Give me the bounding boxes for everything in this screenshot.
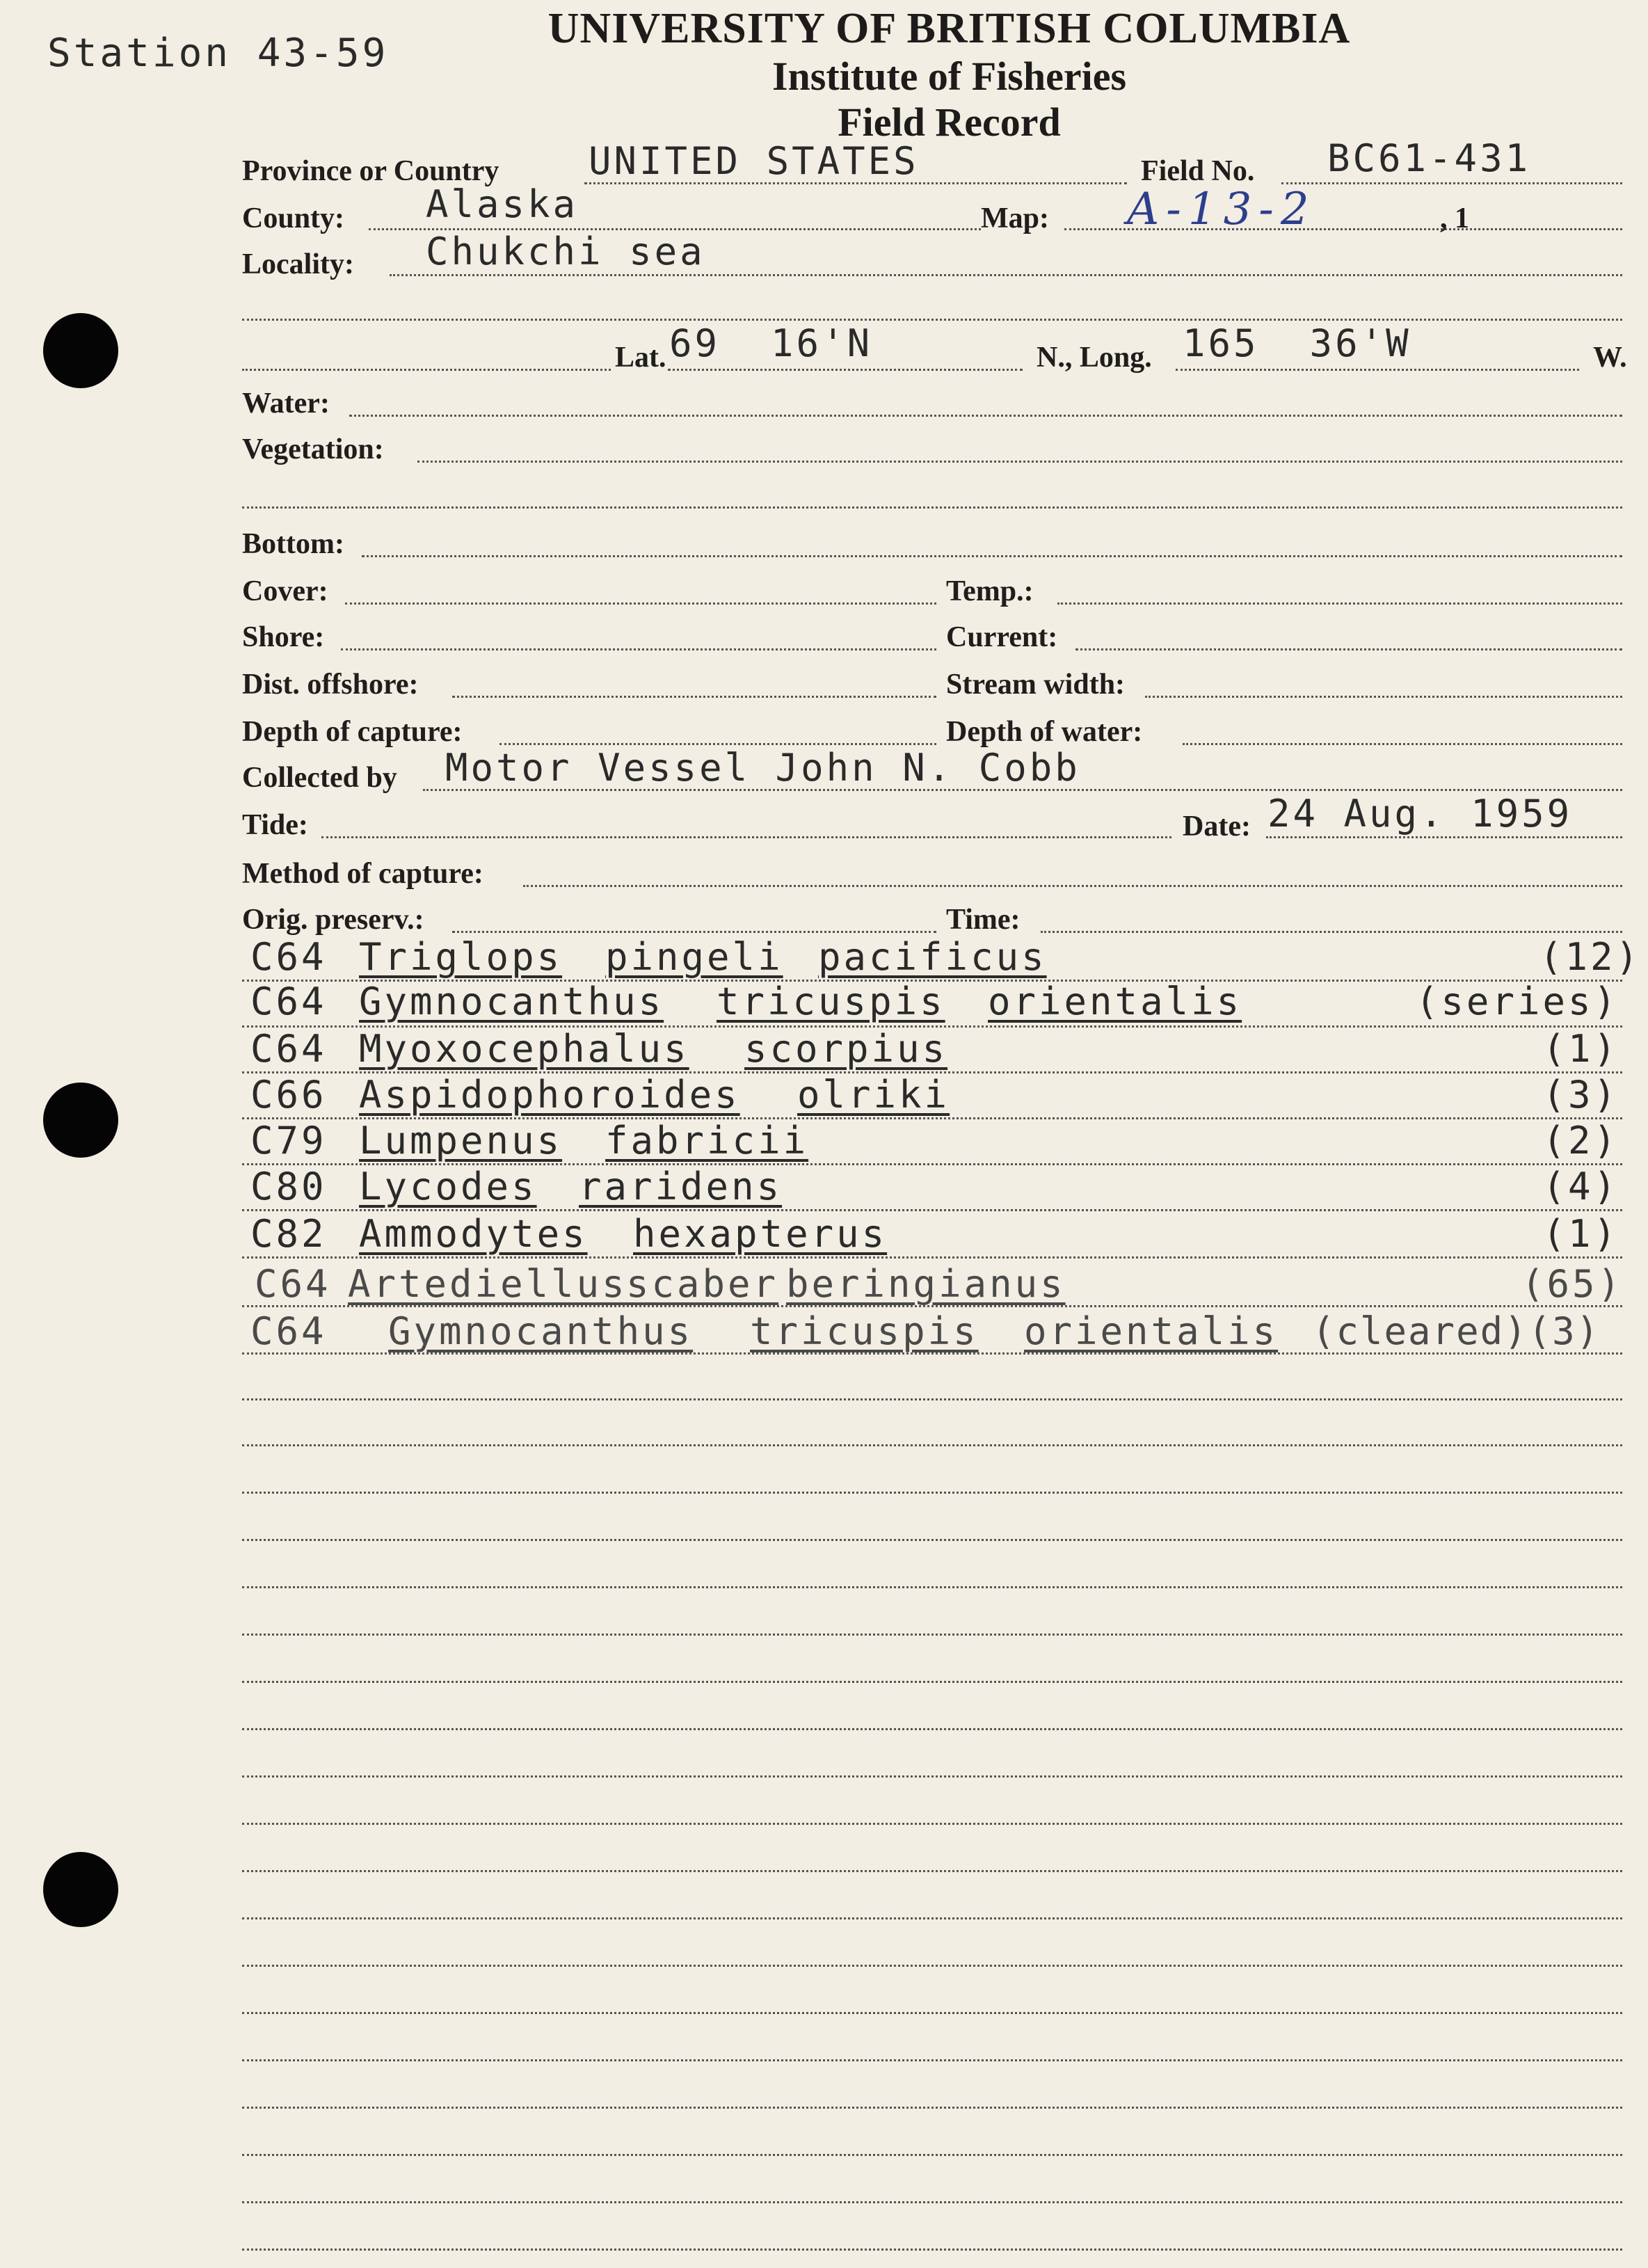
specimen-count: (3): [1542, 1073, 1619, 1117]
specimen-species: scaber: [626, 1262, 779, 1306]
specimen-subspecies: pacificus: [818, 935, 1047, 979]
current-label: Current:: [946, 621, 1058, 653]
county-value: Alaska: [426, 182, 579, 226]
institute-title: Institute of Fisheries: [771, 54, 1127, 99]
specimen-genus: Gymnocanthus: [359, 980, 664, 1023]
locality-label: Locality:: [242, 248, 354, 280]
date-value: 24 Aug. 1959: [1267, 792, 1573, 836]
specimen-genus: Lycodes: [359, 1165, 537, 1208]
specimen-species: tricuspis: [717, 980, 945, 1023]
specimen-genus: Myoxocephalus: [359, 1027, 689, 1071]
punch-hole-middle: [43, 1083, 118, 1158]
specimen-code: C64: [250, 980, 327, 1023]
specimen-species: olriki: [797, 1073, 950, 1117]
specimen-count: (12): [1539, 935, 1641, 979]
map-label: Map:: [981, 202, 1049, 234]
specimen-code: C79: [250, 1119, 327, 1163]
long-label: N., Long.: [1037, 342, 1152, 374]
water-label: Water:: [242, 388, 330, 420]
specimen-species: hexapterus: [633, 1212, 888, 1256]
collected-by-label: Collected by: [242, 762, 397, 794]
specimen-genus: Ammodytes: [359, 1212, 588, 1256]
university-title: UNIVERSITY OF BRITISH COLUMBIA: [547, 5, 1351, 52]
depth-capture-label: Depth of capture:: [242, 716, 463, 748]
specimen-species: pingeli: [605, 935, 783, 979]
county-label: County:: [242, 202, 345, 234]
stream-width-label: Stream width:: [946, 669, 1126, 701]
specimen-genus: Artediellus: [348, 1262, 627, 1306]
specimen-count: (4): [1542, 1165, 1619, 1208]
specimen-species: scorpius: [744, 1027, 948, 1071]
specimen-count: (2): [1542, 1119, 1619, 1163]
specimen-count: (cleared)(3): [1312, 1309, 1601, 1353]
method-label: Method of capture:: [242, 858, 483, 890]
field-no-value: BC61-431: [1327, 136, 1531, 180]
specimen-code: C64: [250, 935, 327, 979]
punch-hole-bottom: [43, 1852, 118, 1927]
specimen-code: C64: [250, 1309, 327, 1353]
temp-label: Temp.:: [946, 575, 1034, 607]
specimen-count: (1): [1542, 1212, 1619, 1256]
specimen-genus: Lumpenus: [359, 1119, 563, 1163]
specimen-species: raridens: [579, 1165, 783, 1208]
specimen-code: C66: [250, 1073, 327, 1117]
specimen-subspecies: orientalis: [1024, 1309, 1279, 1353]
specimen-subspecies: beringianus: [786, 1262, 1066, 1306]
collected-by-value: Motor Vessel John N. Cobb: [445, 746, 1080, 790]
specimen-genus: Aspidophoroides: [359, 1073, 740, 1117]
specimen-code: C80: [250, 1165, 327, 1208]
bottom-label: Bottom:: [242, 528, 344, 560]
dist-offshore-label: Dist. offshore:: [242, 669, 419, 701]
shore-label: Shore:: [242, 621, 325, 653]
lat-value: 69 16'N: [669, 321, 873, 365]
cover-label: Cover:: [242, 575, 328, 607]
specimen-genus: Gymnocanthus: [388, 1309, 694, 1353]
province-value: UNITED STATES: [589, 139, 919, 183]
time-label: Time:: [946, 904, 1021, 936]
punch-hole-top: [43, 313, 118, 388]
specimen-genus: Triglops: [359, 935, 563, 979]
specimen-species: tricuspis: [750, 1309, 979, 1353]
vegetation-label: Vegetation:: [242, 433, 384, 465]
tide-label: Tide:: [242, 809, 308, 841]
record-title: Field Record: [838, 99, 1061, 145]
depth-water-label: Depth of water:: [946, 716, 1143, 748]
specimen-code: C64: [255, 1262, 331, 1306]
map-suffix: , 1: [1440, 202, 1469, 234]
specimen-count: (65): [1521, 1262, 1623, 1306]
specimen-subspecies: orientalis: [988, 980, 1242, 1023]
w-label: W.: [1593, 342, 1627, 374]
map-value-handwritten: A-13-2: [1127, 184, 1316, 235]
date-label: Date:: [1183, 810, 1251, 842]
locality-value: Chukchi sea: [426, 230, 705, 273]
province-label: Province or Country: [242, 155, 499, 187]
station-number: Station 43-59: [47, 31, 389, 76]
specimen-count: (series): [1415, 980, 1619, 1023]
specimen-code: C64: [250, 1027, 327, 1071]
specimen-code: C82: [250, 1212, 327, 1256]
preserv-label: Orig. preserv.:: [242, 904, 424, 936]
long-value: 165 36'W: [1183, 321, 1411, 365]
field-no-label: Field No.: [1141, 155, 1255, 187]
specimen-species: fabricii: [605, 1119, 809, 1163]
lat-label: Lat.: [615, 342, 666, 374]
specimen-count: (1): [1542, 1027, 1619, 1071]
